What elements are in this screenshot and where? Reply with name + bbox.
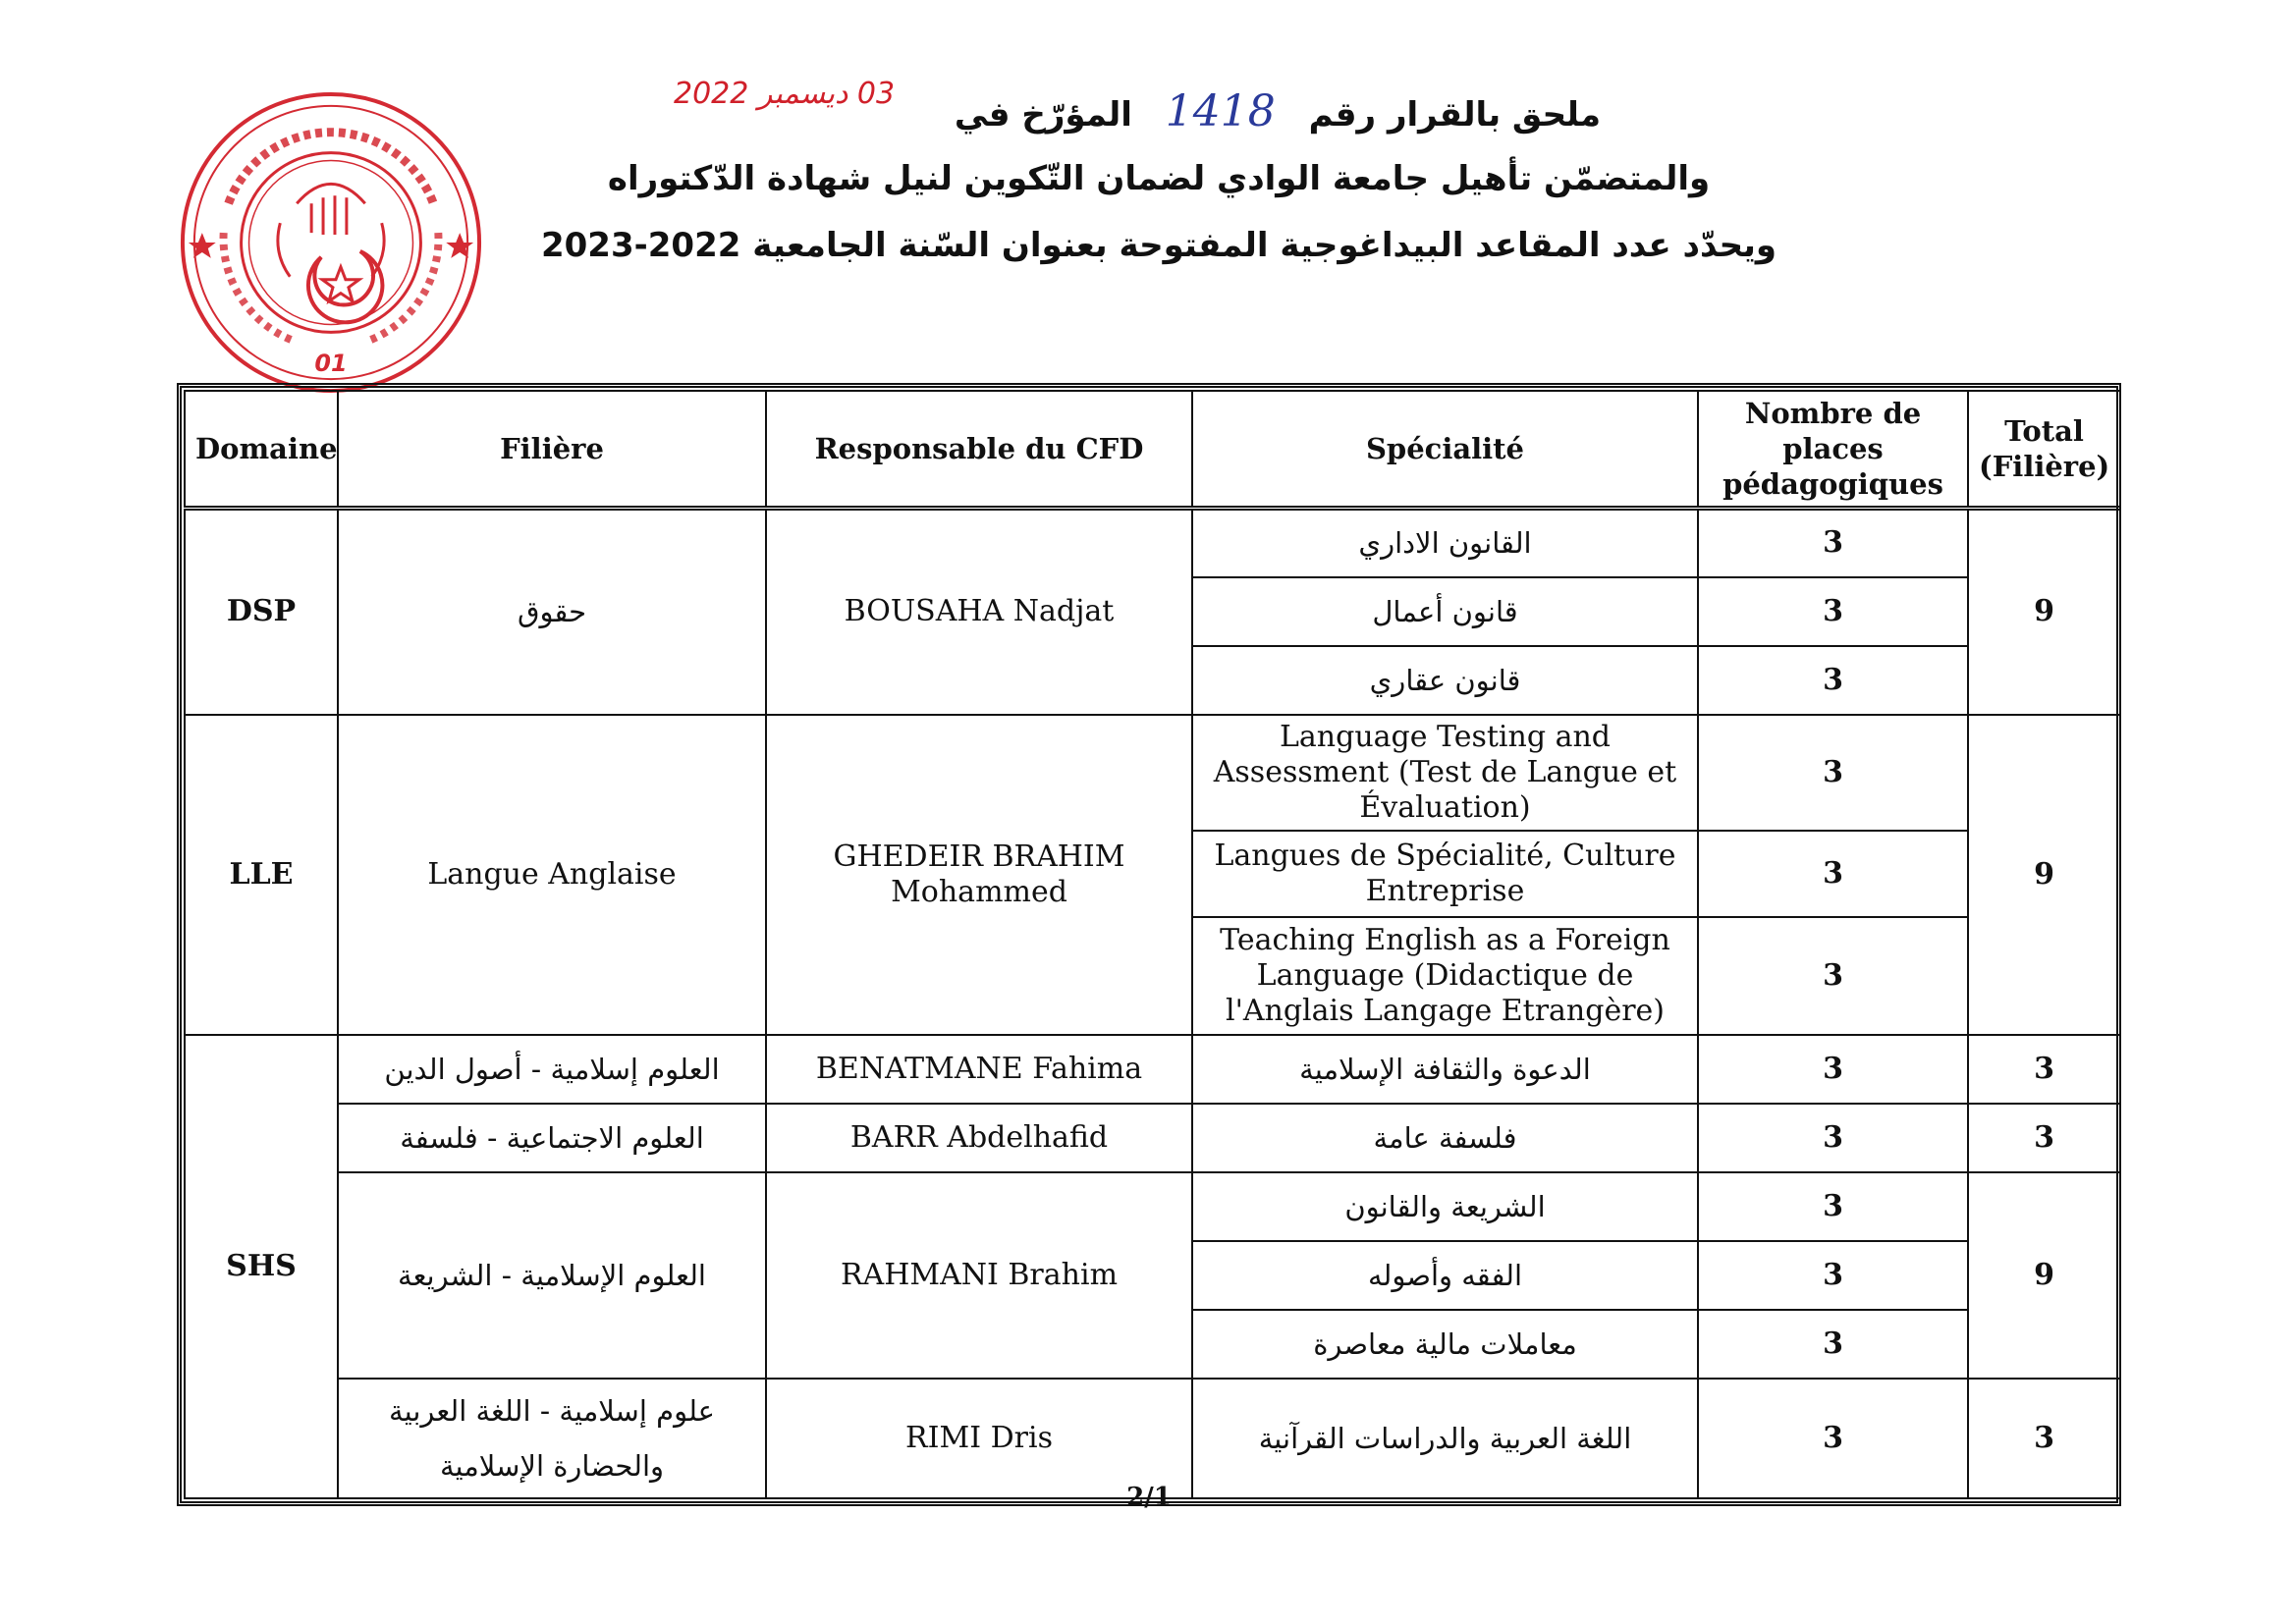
responsable-cell: BENATMANE Fahima [766,1035,1192,1104]
places-cell: 3 [1698,1310,1968,1379]
header-filiere: Filière [338,391,766,509]
filiere-cell: العلوم الإسلامية - الشريعة [338,1172,766,1379]
filiere-cell: العلوم الاجتماعية - فلسفة [338,1104,766,1172]
filiere-cell: علوم إسلامية - اللغة العربية والحضارة الإسلامية [338,1379,766,1498]
table-row [185,715,2120,831]
header-domaine: Domaine [185,391,338,509]
places-cell: 3 [1698,509,1968,577]
specialite-cell: قانون أعمال [1192,577,1698,646]
specialite-cell: الدعوة والثقافة الإسلامية [1192,1035,1698,1104]
table-row [185,1172,2120,1241]
responsable-cell: BOUSAHA Nadjat [766,509,1192,715]
places-table [177,383,2121,1506]
specialite-cell: قانون عقاري [1192,646,1698,715]
places-cell: 3 [1698,1172,1968,1241]
specialite-cell: Teaching English as a Foreign Language (Didactique de l'Anglais Langage Etrangère) [1192,917,1698,1035]
places-cell: 3 [1698,831,1968,917]
header-places: Nombre de places pédagogiques [1698,391,1968,509]
header-specialite: Spécialité [1192,391,1698,509]
places-cell: 3 [1698,917,1968,1035]
specialite-cell: الفقه وأصوله [1192,1241,1698,1310]
domaine-cell: SHS [185,1035,338,1498]
specialite-cell: الشريعة والقانون [1192,1172,1698,1241]
places-cell: 3 [1698,646,1968,715]
places-cell: 3 [1698,577,1968,646]
total-cell: 9 [1968,715,2120,1035]
filiere-cell: العلوم إسلامية - أصول الدين [338,1035,766,1104]
filiere-cell: حقوق [338,509,766,715]
places-cell: 3 [1698,1035,1968,1104]
page-number: 2/1 [1126,1483,1172,1512]
specialite-cell: Language Testing and Assessment (Test de Langue et Évaluation) [1192,715,1698,831]
responsable-cell: RAHMANI Brahim [766,1172,1192,1379]
total-cell: 9 [1968,1172,2120,1379]
places-cell: 3 [1698,1241,1968,1310]
domaine-cell: LLE [185,715,338,1035]
header-line-1-suffix: المؤرّخ في [954,95,1132,135]
places-cell: 3 [1698,715,1968,831]
handwritten-date: 03 ديسمبر 2022 [674,77,896,111]
header-line-2: والمتضمّن تأهيل جامعة الوادي لضمان التّكوين لنيل شهادة الدّكتوراه [607,159,1711,198]
table-header-row [185,391,2120,509]
table-row [185,1379,2120,1498]
table-row [185,1035,2120,1104]
places-cell: 3 [1698,1379,1968,1498]
table-row [185,509,2120,577]
specialite-cell: فلسفة عامة [1192,1104,1698,1172]
specialite-cell: معاملات مالية معاصرة [1192,1310,1698,1379]
specialite-cell: القانون الاداري [1192,509,1698,577]
responsable-cell: BARR Abdelhafid [766,1104,1192,1172]
domaine-cell: DSP [185,509,338,715]
header-total: Total (Filière) [1968,391,2120,509]
filiere-cell: Langue Anglaise [338,715,766,1035]
seal-number: 01 [314,350,348,378]
header-responsable: Responsable du CFD [766,391,1192,509]
specialite-cell: اللغة العربية والدراسات القرآنية [1192,1379,1698,1498]
responsable-cell: GHEDEIR BRAHIM Mohammed [766,715,1192,1035]
header-line-1-prefix: ملحق بالقرار رقم [1308,95,1602,135]
places-cell: 3 [1698,1104,1968,1172]
header-line-3: ويحدّد عدد المقاعد البيداغوجية المفتوحة بعنوان السّنة الجامعية 2022-2023 [540,226,1777,265]
decision-number: 1418 [1165,86,1276,136]
total-cell: 3 [1968,1379,2120,1498]
responsable-cell: RIMI Dris [766,1379,1192,1498]
total-cell: 9 [1968,509,2120,715]
table-row [185,1104,2120,1172]
official-seal [175,86,487,399]
specialite-cell: Langues de Spécialité, Culture Entreprise [1192,831,1698,917]
document-header [491,79,1827,279]
total-cell: 3 [1968,1104,2120,1172]
seal-icon [175,86,487,399]
header-line-1 [491,79,1827,145]
total-cell: 3 [1968,1035,2120,1104]
